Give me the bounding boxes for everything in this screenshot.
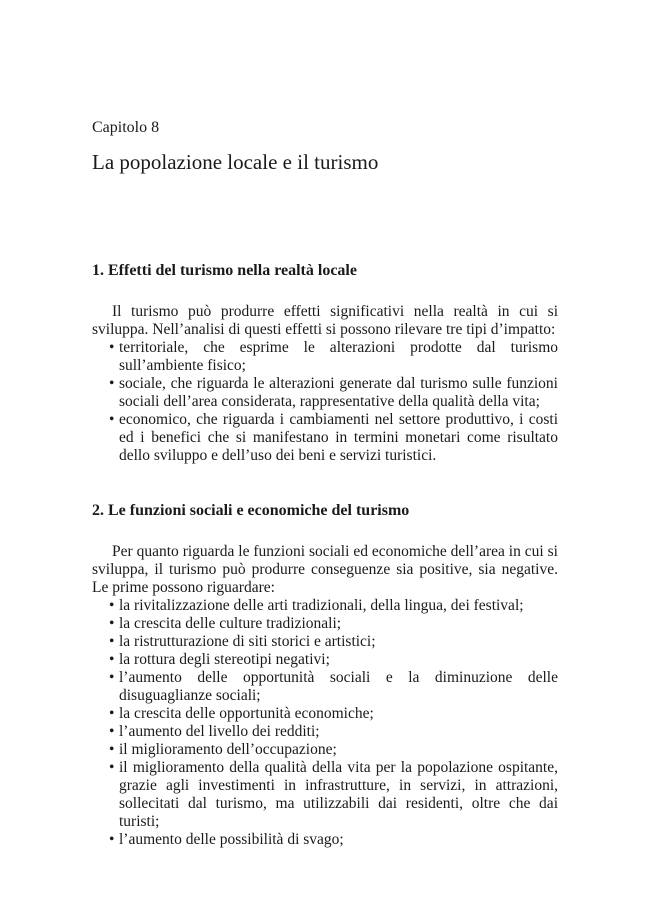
list-item-text: l’aumento delle opportunità sociali e la diminuzione delle disuguaglianze sociali; [119,669,558,704]
list-item-text: territoriale, che esprime le alterazioni prodotte dal turismo sull’ambiente fisico; [119,339,558,374]
list-item [92,705,558,723]
bullet-icon: • [109,597,115,614]
list-item [92,633,558,651]
section-intro-paragraph: Il turismo può produrre effetti significativi nella realtà in cui si sviluppa. Nell’analisi di questi effetti si possono rilevare tre tipi d’impatto: [92,303,558,338]
list-item-text: l’aumento del livello dei redditi; [119,723,320,740]
bullet-icon: • [109,831,115,848]
bullet-icon: • [109,741,115,758]
list-item [92,831,558,849]
list-item [92,669,558,705]
list-item [92,651,558,669]
bullet-icon: • [109,723,115,740]
list-item-text: la ristrutturazione di siti storici e artistici; [119,633,376,650]
list-item [92,615,558,633]
list-item-text: la crescita delle opportunità economiche; [119,705,374,722]
list-item [92,723,558,741]
list-item-text: la crescita delle culture tradizionali; [119,615,342,632]
list-item-text: la rottura degli stereotipi negativi; [119,651,330,668]
list-item-text: la rivitalizzazione delle arti tradizionali, della lingua, dei festival; [119,597,524,614]
bullet-icon: • [109,339,115,356]
bullet-icon: • [109,759,115,776]
section-heading: 2. Le funzioni sociali e economiche del turismo [92,502,410,519]
bullet-icon: • [109,705,115,722]
section-functions [92,501,558,849]
list-item [92,597,558,615]
list-item [92,375,558,411]
bullet-icon: • [109,651,115,668]
section-effects [92,261,558,465]
bullet-icon: • [109,411,115,428]
bullet-icon: • [109,375,115,392]
list-item-text: il miglioramento della qualità della vita per la popolazione ospitante, grazie agli investimenti in infrastrutture, in servizi, in attrazioni, sollecitati dal turismo, ma utilizzabili dai residenti, oltre che dai turisti; [119,759,558,830]
bullet-icon: • [109,615,115,632]
bullet-icon: • [109,669,115,686]
impact-list [92,339,558,465]
bullet-icon: • [109,633,115,650]
list-item [92,741,558,759]
list-item-text: l’aumento delle possibilità di svago; [119,831,344,848]
chapter-title: La popolazione locale e il turismo [92,150,379,174]
list-item-text: sociale, che riguarda le alterazioni generate dal turismo sulle funzioni sociali dell’area considerata, rappresentative della qualità della vita; [119,375,558,410]
list-item-text: economico, che riguarda i cambiamenti nel settore produttivo, i costi ed i benefici che si manifestano in termini monetari come risultato dello sviluppo e dell’uso dei beni e servizi turistici. [119,411,558,464]
positive-effects-list [92,597,558,849]
list-item-text: il miglioramento dell’occupazione; [119,741,337,758]
list-item [92,411,558,465]
chapter-label: Capitolo 8 [92,119,160,136]
list-item [92,339,558,375]
section-heading: 1. Effetti del turismo nella realtà locale [92,262,357,279]
list-item [92,759,558,831]
section-intro-paragraph: Per quanto riguarda le funzioni sociali ed economiche dell’area in cui si sviluppa, il turismo può produrre conseguenze sia positive, sia negative. Le prime possono riguardare: [92,543,558,596]
